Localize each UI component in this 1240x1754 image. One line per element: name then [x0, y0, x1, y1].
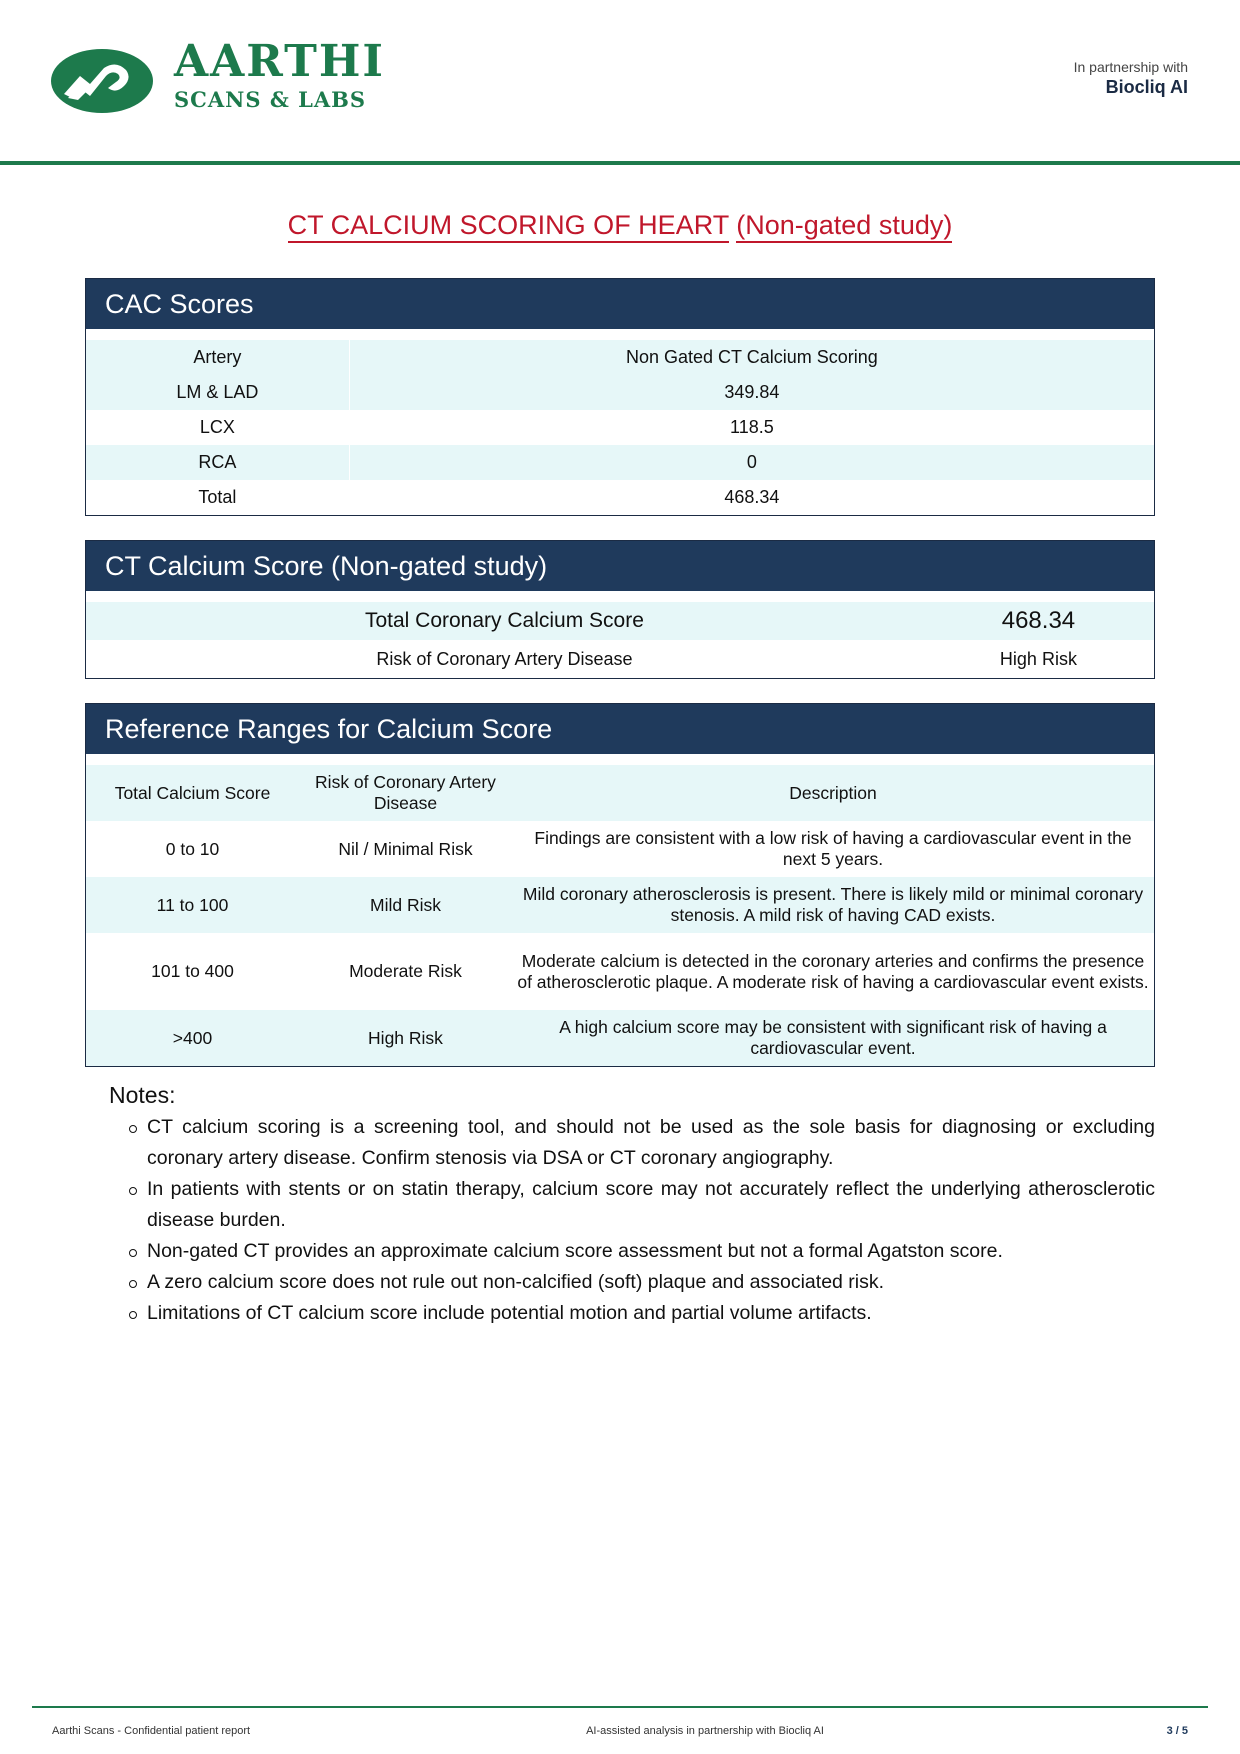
description-cell: Mild coronary atherosclerosis is present. There is likely mild or minimal coronary stenosis. A mild risk of having CAD exists.	[522, 884, 1144, 925]
cac-scores-table	[86, 340, 1154, 515]
table-row	[86, 445, 1154, 480]
footer-confidential: Aarthi Scans - Confidential patient report	[52, 1725, 251, 1737]
column-header: Risk of Coronary Artery Disease	[315, 772, 496, 813]
total-score-value: 468.34	[1001, 607, 1076, 634]
cac-scores-section	[85, 278, 1155, 516]
ct-calcium-score-table	[86, 602, 1154, 678]
note-item: Non-gated CT provides an approximate calcium score assessment but not a formal Agatston score.	[147, 1236, 1155, 1267]
table-row	[86, 480, 1154, 515]
description-cell: Findings are consistent with a low risk of having a cardiovascular event in the next 5 years.	[534, 828, 1132, 869]
score-cell: 468.34	[724, 487, 780, 507]
score-range-cell: >400	[172, 1027, 213, 1048]
page-title-main: CT CALCIUM SCORING OF HEART	[288, 210, 729, 243]
page-title-qualifier: (Non-gated study)	[736, 210, 952, 243]
risk-cell: Moderate Risk	[349, 961, 462, 981]
risk-cell: Nil / Minimal Risk	[338, 838, 473, 859]
brand-subtitle: SCANS & LABS	[174, 87, 367, 112]
artery-cell: LCX	[86, 410, 349, 445]
artery-cell: Total	[86, 480, 349, 515]
description-cell: Moderate calcium is detected in the coronary arteries and confirms the presence of atherosclerotic plaque. A moderate risk of having a cardiovascular event exists.	[517, 950, 1149, 992]
section-heading: Reference Ranges for Calcium Score	[86, 704, 1154, 754]
table-row	[86, 933, 1154, 1010]
table-row	[86, 821, 1154, 877]
column-header: Description	[789, 782, 877, 803]
page-title	[0, 210, 1240, 241]
risk-label: Risk of Coronary Artery Disease	[376, 648, 633, 669]
report-header	[0, 0, 1240, 166]
section-heading: CT Calcium Score (Non-gated study)	[86, 541, 1154, 591]
page-number: 3 / 5	[1166, 1725, 1188, 1737]
notes-title: Notes:	[109, 1082, 176, 1108]
table-row	[86, 640, 1154, 678]
table-header-row	[86, 765, 1154, 821]
note-item: CT calcium scoring is a screening tool, and should not be used as the sole basis for diagnosing or excluding coronary artery disease. Confirm stenosis via DSA or CT coronary angiography.	[147, 1112, 1155, 1174]
table-row	[86, 877, 1154, 933]
notes-list	[147, 1112, 1155, 1329]
section-heading: CAC Scores	[86, 279, 1154, 329]
score-cell: 118.5	[730, 417, 774, 437]
risk-cell: High Risk	[368, 1027, 443, 1048]
column-header: Artery	[86, 340, 349, 375]
artery-cell: RCA	[86, 445, 349, 480]
note-item: Limitations of CT calcium score include potential motion and partial volume artifacts.	[147, 1298, 1155, 1329]
table-row	[86, 1010, 1154, 1066]
risk-value: High Risk	[999, 648, 1077, 669]
ct-calcium-score-section	[85, 540, 1155, 679]
column-header: Total Calcium Score	[114, 782, 271, 803]
note-item: A zero calcium score does not rule out non-calcified (soft) plaque and associated risk.	[147, 1267, 1155, 1298]
table-row	[86, 602, 1154, 640]
reference-ranges-table	[86, 765, 1154, 1066]
header-divider	[0, 161, 1240, 165]
score-range-cell: 11 to 100	[156, 894, 229, 915]
column-header: Non Gated CT Calcium Scoring	[625, 347, 878, 367]
table-header-row	[86, 340, 1154, 375]
partner-label: In partnership with	[1073, 59, 1188, 75]
total-score-label: Total Coronary Calcium Score	[364, 609, 644, 632]
footer-divider	[32, 1706, 1208, 1708]
artery-cell: LM & LAD	[86, 375, 349, 410]
note-item: In patients with stents or on statin therapy, calcium score may not accurately reflect the underlying atherosclerotic disease burden.	[147, 1174, 1155, 1236]
brand-name: AARTHI	[174, 36, 385, 87]
score-cell: 0	[746, 452, 757, 472]
score-cell: 349.84	[724, 382, 780, 402]
partner-name: Biocliq AI	[1105, 77, 1188, 97]
aarthi-logo-icon	[50, 48, 154, 114]
table-row	[86, 410, 1154, 445]
reference-ranges-section	[85, 703, 1155, 1067]
risk-cell: Mild Risk	[370, 894, 441, 915]
table-row	[86, 375, 1154, 410]
description-cell: A high calcium score may be consistent with significant risk of having a cardiovascular event.	[559, 1017, 1107, 1058]
score-range-cell: 0 to 10	[165, 838, 220, 859]
score-range-cell: 101 to 400	[151, 961, 234, 981]
footer-partnership: AI-assisted analysis in partnership with Biocliq AI	[586, 1725, 824, 1737]
